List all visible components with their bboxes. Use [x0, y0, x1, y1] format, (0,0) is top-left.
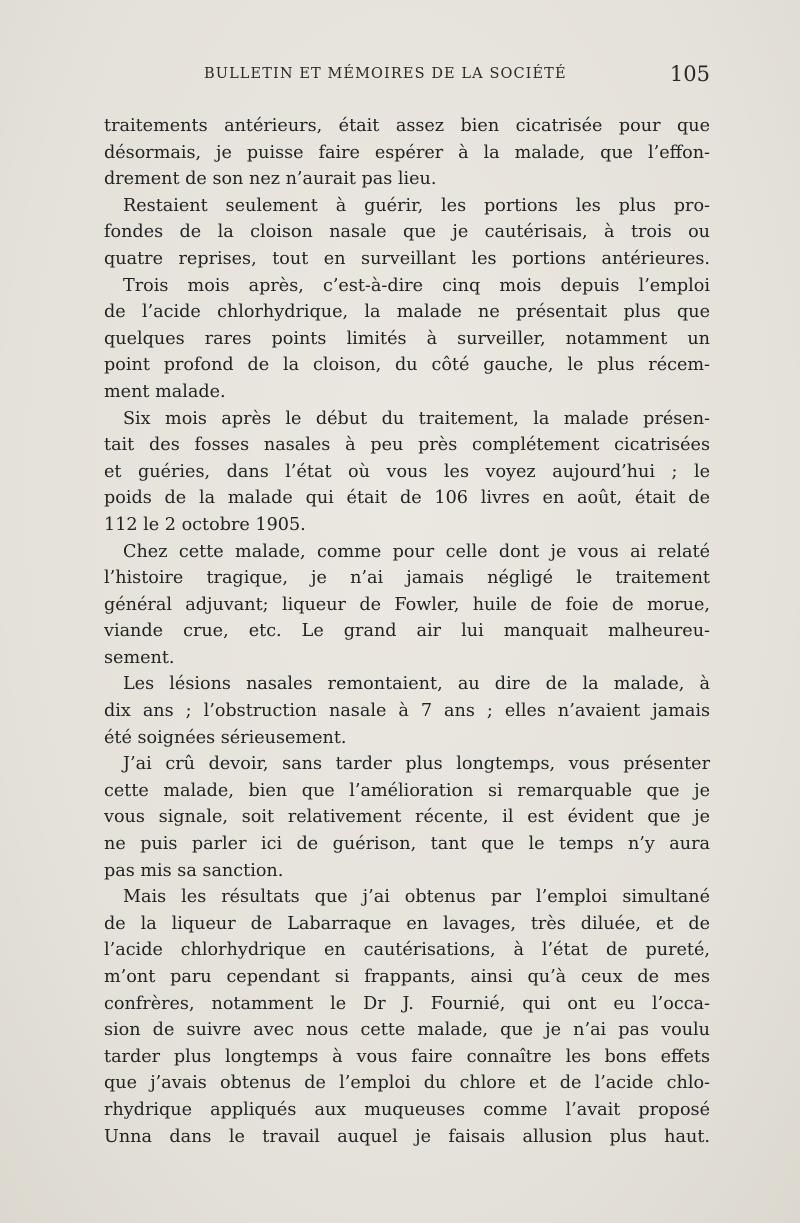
text-line: drement de son nez n’aurait pas lieu. [104, 169, 437, 190]
text-line: rhydrique appliqués aux muqueuses comme l’avait proposé [104, 1099, 710, 1120]
text-line: viande crue, etc. Le grand air lui manquait malheureu- [104, 621, 710, 642]
text-line: désormais, je puisse faire espérer à la malade, que l’effon- [104, 142, 710, 163]
text-line: m’ont paru cependant si frappants, ainsi qu’à ceux de mes [104, 967, 710, 987]
text-line: sement. [104, 647, 175, 668]
text-line: Trois mois après, c’est-à-dire cinq mois depuis l’emploi [123, 275, 710, 296]
text-line: traitements antérieurs, était assez bien cicatrisée pour que [104, 116, 710, 136]
text-line: été soignées sérieusement. [104, 727, 347, 748]
text-line: sion de suivre avec nous cette malade, que je n’ai pas voulu [104, 1020, 710, 1041]
text-line: Restaient seulement à guérir, les portions les plus pro- [123, 195, 710, 216]
text-line: général adjuvant; liqueur de Fowler, huile de foie de morue, [104, 594, 710, 615]
text-line: quelques rares points limités à surveiller, notamment un [104, 328, 710, 349]
text-line: l’histoire tragique, je n’ai jamais négligé le traitement [104, 568, 710, 589]
text-line: tait des fosses nasales à peu près complétement cicatrisées [104, 435, 710, 456]
text-line: Les lésions nasales remontaient, au dire de la malade, à [123, 674, 710, 695]
text-line: pas mis sa sanction. [104, 860, 284, 881]
text-line: poids de la malade qui était de 106 livres en août, était de [104, 488, 710, 509]
text-line: Unna dans le travail auquel je faisais allusion plus haut. [104, 1126, 710, 1147]
text-line: et guéries, dans l’état où vous les voyez aujourd’hui ; le [104, 461, 710, 482]
text-line: 112 le 2 octobre 1905. [104, 514, 306, 535]
text-line: dix ans ; l’obstruction nasale à 7 ans ; elles n’avaient jamais [104, 701, 710, 722]
text-line: de l’acide chlorhydrique, la malade ne présentait plus que [104, 302, 710, 323]
text-line: cette malade, bien que l’amélioration si remarquable que je [104, 780, 710, 801]
running-head: BULLETIN ET MÉMOIRES DE LA SOCIÉTÉ [204, 66, 567, 82]
page-header [104, 62, 710, 90]
text-line: confrères, notamment le Dr J. Fournié, qui ont eu l’occa- [104, 993, 710, 1014]
text-line: de la liqueur de Labarraque en lavages, très diluée, et de [104, 913, 710, 934]
text-line: vous signale, soit relativement récente, il est évident que je [104, 807, 710, 828]
text-line: quatre reprises, tout en surveillant les portions antérieures. [104, 248, 710, 269]
page-number: 105 [669, 62, 710, 86]
text-line: ne puis parler ici de guérison, tant que le temps n’y aura [104, 834, 710, 855]
text-line: l’acide chlorhydrique en cautérisations, à l’état de pureté, [104, 940, 710, 961]
text-line: J’ai crû devoir, sans tarder plus longtemps, vous présenter [123, 754, 710, 775]
text-line: ment malade. [104, 381, 226, 402]
text-line: Six mois après le début du traitement, la malade présen- [123, 408, 710, 429]
text-line: Chez cette malade, comme pour celle dont je vous ai relaté [123, 541, 710, 562]
text-line: tarder plus longtemps à vous faire connaître les bons effets [104, 1046, 710, 1067]
body-text [104, 113, 710, 1150]
text-line: fondes de la cloison nasale que je cautérisais, à trois ou [104, 222, 710, 243]
text-line: que j’avais obtenus de l’emploi du chlore et de l’acide chlo- [104, 1073, 710, 1094]
text-line: Mais les résultats que j’ai obtenus par l’emploi simultané [123, 887, 710, 908]
text-line: point profond de la cloison, du côté gauche, le plus récem- [104, 355, 710, 376]
